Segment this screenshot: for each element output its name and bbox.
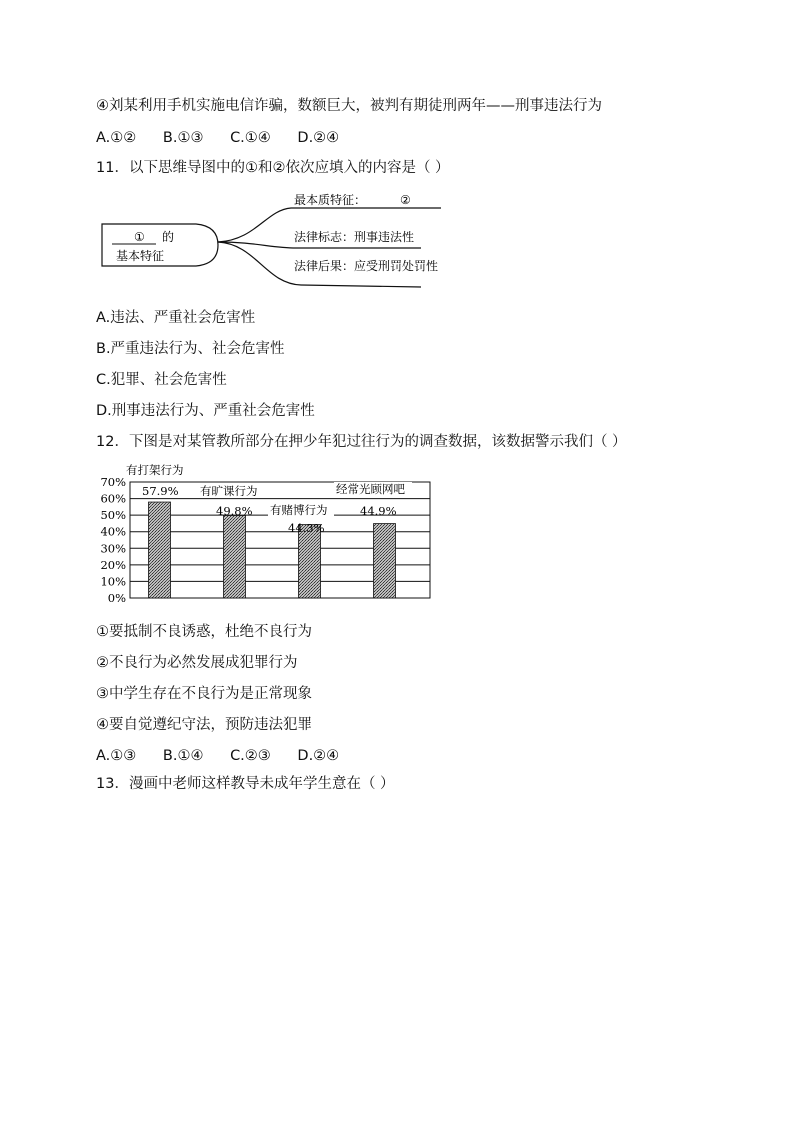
mind-map — [96, 188, 476, 293]
mindmap-center-suffix: 的 — [162, 230, 175, 244]
q13-stem: 13．漫画中老师这样教导未成年学生意在（ ） — [96, 776, 395, 792]
q10-options — [96, 128, 361, 148]
category-label: 有赌博行为 — [270, 503, 328, 517]
q11-option-c[interactable]: C.犯罪、社会危害性 — [96, 372, 227, 388]
q11-option-b[interactable]: B.严重违法行为、社会危害性 — [96, 341, 285, 357]
q11-option-d[interactable]: D.刑事违法行为、严重社会危害性 — [96, 403, 315, 419]
y-tick-label: 70% — [100, 475, 126, 489]
y-tick-label: 0% — [107, 591, 126, 605]
q10-option-d[interactable]: D.②④ — [297, 130, 340, 146]
value-label: 49.8% — [216, 504, 253, 518]
category-label: 经常光顾网吧 — [336, 482, 405, 496]
y-tick-label: 30% — [100, 541, 126, 556]
bar — [224, 515, 246, 598]
q12-item-4: ④要自觉遵纪守法，预防违法犯罪 — [96, 717, 312, 733]
q12-option-a[interactable]: A.①③ — [96, 748, 137, 764]
y-tick-label: 60% — [100, 491, 126, 506]
q10-option-c[interactable]: C.①④ — [230, 130, 271, 146]
value-label: 44.3% — [288, 521, 325, 535]
q12-item-1: ①要抵制不良诱惑，杜绝不良行为 — [96, 624, 312, 640]
value-label: 57.9% — [142, 484, 179, 498]
y-tick-label: 50% — [100, 508, 126, 523]
q10-option-b[interactable]: B.①③ — [162, 130, 204, 146]
bar-chart — [92, 462, 437, 608]
q12-item-3: ③中学生存在不良行为是正常现象 — [96, 686, 312, 702]
value-label: 44.9% — [360, 504, 397, 518]
q12-item-2: ②不良行为必然发展成犯罪行为 — [96, 655, 298, 671]
q11-option-a[interactable]: A.违法、严重社会危害性 — [96, 310, 256, 326]
mindmap-center-line2: 基本特征 — [116, 249, 165, 263]
y-tick-label: 40% — [100, 524, 126, 539]
mindmap-center-blank: ① — [134, 230, 145, 244]
q12-option-d[interactable]: D.②④ — [297, 748, 340, 764]
y-tick-label: 10% — [100, 574, 126, 589]
mindmap-branch2: 法律标志：刑事违法性 — [294, 230, 415, 244]
q11-stem: 11．以下思维导图中的①和②依次应填入的内容是（ ） — [96, 160, 450, 176]
mindmap-branch1-label: 最本质特征： — [294, 193, 367, 207]
mindmap-branch3: 法律后果：应受刑罚处罚性 — [294, 259, 439, 273]
bar — [149, 502, 171, 598]
bar — [299, 525, 321, 598]
q12-option-b[interactable]: B.①④ — [162, 748, 204, 764]
q12-option-c[interactable]: C.②③ — [230, 748, 271, 764]
q10-option-a[interactable]: A.①② — [96, 130, 137, 146]
mindmap-branch1-blank: ② — [400, 193, 411, 207]
q12-stem: 12．下图是对某管教所部分在押少年犯过往行为的调查数据，该数据警示我们（ ） — [96, 434, 627, 450]
category-label: 有打架行为 — [126, 463, 184, 477]
bar — [374, 524, 396, 598]
y-tick-label: 20% — [100, 557, 126, 572]
q10-item4: ④刘某利用手机实施电信诈骗，数额巨大，被判有期徒刑两年——刑事违法行为 — [96, 98, 602, 114]
category-label: 有旷课行为 — [200, 484, 258, 498]
q12-options — [96, 746, 361, 766]
